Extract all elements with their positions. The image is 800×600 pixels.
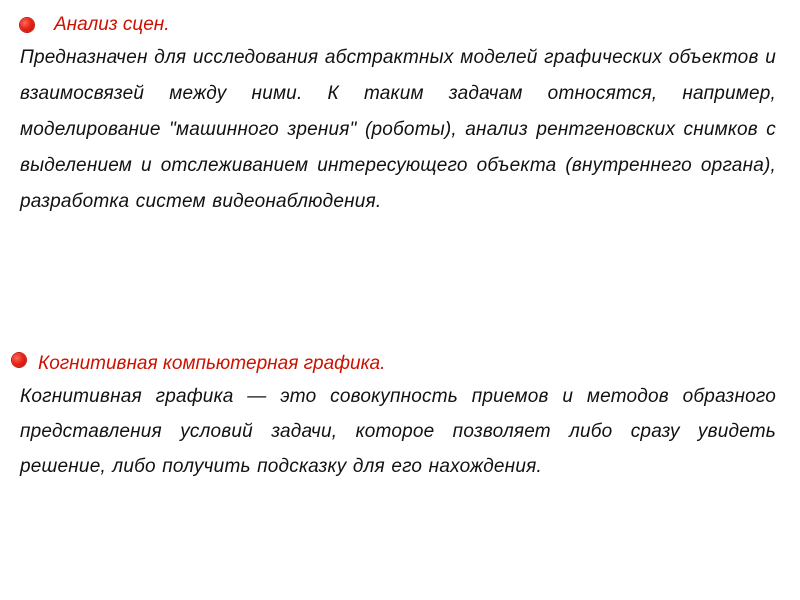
section-title: Анализ сцен.: [54, 14, 170, 35]
section-body: Предназначен для исследования абстрактных моделей графических объектов и взаимосвязей между ними. К таким задачам относятся, например, моделирование "машинного зрения" (роботы), анализ рентгеновских снимков с выделением и отслеживанием интересующего объекта (внутреннего органа), разработка систем видеонаблюдения.: [20, 47, 776, 212]
section-heading: [20, 349, 776, 379]
section-scene-analysis: [20, 10, 776, 220]
red-bullet-icon: [20, 18, 34, 32]
section-heading: [20, 10, 776, 40]
section-title: Когнитивная компьютерная графика.: [38, 353, 386, 374]
section-body: Когнитивная графика — это совокупность приемов и методов образного представления условий задачи, которое позволяет либо сразу увидеть решение, либо получить подсказку для его нахождения.: [20, 386, 776, 477]
section-cognitive-graphics: [20, 349, 776, 484]
red-bullet-icon: [12, 353, 26, 367]
